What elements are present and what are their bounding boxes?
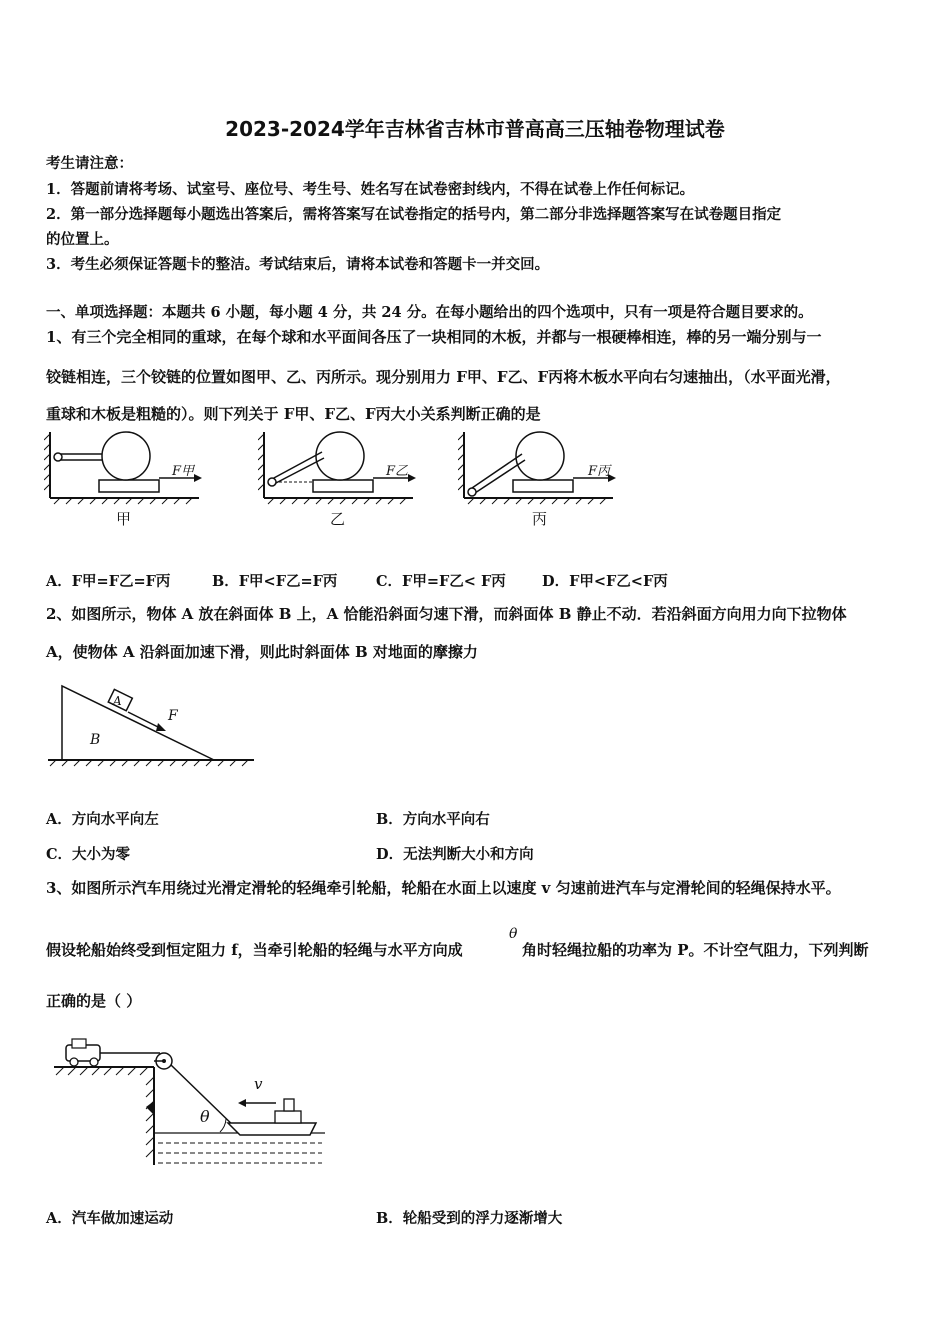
q1-force-label-yi: F乙 xyxy=(386,464,409,479)
notice-item-1: 1．答题前请将考场、试室号、座位号、考生号、姓名写在试卷密封线内，不得在试卷上作任何标记。 xyxy=(46,181,695,198)
q2-block-label: A xyxy=(113,694,122,708)
notice-item-3: 3．考生必须保证答题卡的整洁。考试结束后，请将本试卷和答题卡一并交回。 xyxy=(46,256,550,273)
q1-fig-label-bing: 丙 xyxy=(532,510,548,528)
q2-figure-incline xyxy=(44,680,259,770)
q1-fig-label-yi: 乙 xyxy=(330,510,346,528)
q3-line-1: 3、如图所示汽车用绕过光滑定滑轮的轻绳牵引轮船，轮船在水面上以速度 v 匀速前进汽车与定滑轮间的轻绳保持水平。 xyxy=(46,879,841,897)
q1-force-label-jia: F甲 xyxy=(172,464,195,479)
notice-item-2: 2．第一部分选择题每小题选出答案后，需将答案写在试卷指定的括号内，第二部分非选择题答案写在试卷题目指定 xyxy=(46,206,782,223)
q3-theta-symbol: θ xyxy=(509,926,518,942)
q1-option-b[interactable]: B．F甲<F乙=F丙 xyxy=(212,573,338,590)
q1-option-a[interactable]: A．F甲=F乙=F丙 xyxy=(46,573,171,590)
q3-option-a[interactable]: A．汽车做加速运动 xyxy=(46,1210,174,1227)
notice-heading: 考生请注意： xyxy=(46,155,133,172)
q3-line-2b: 角时轻绳拉船的功率为 P。不计空气阻力，下列判断 xyxy=(522,941,869,959)
q1-line-1: 1、有三个完全相同的重球，在每个球和水平面间各压了一块相同的木板，并都与一根硬棒相连，棒的另一端分别与一 xyxy=(46,328,822,346)
q3-line-3: 正确的是（ ） xyxy=(46,992,142,1010)
q1-force-label-bing: F丙 xyxy=(588,464,611,479)
q2-option-b[interactable]: B．方向水平向右 xyxy=(376,811,490,828)
q2-line-1: 2、如图所示，物体 A 放在斜面体 B 上，A 恰能沿斜面匀速下滑，而斜面体 B 静止不动．若沿斜面方向用力向下拉物体 xyxy=(46,605,847,623)
q1-figure-yi xyxy=(258,430,418,530)
q1-figure-bing xyxy=(458,430,618,530)
q3-option-b[interactable]: B．轮船受到的浮力逐渐增大 xyxy=(376,1210,563,1227)
q1-option-d[interactable]: D．F甲<F乙<F丙 xyxy=(542,573,668,590)
notice-item-2-cont: 的位置上。 xyxy=(46,231,119,248)
q1-line-3: 重球和木板是粗糙的）。则下列关于 F甲、F乙、F丙大小关系判断正确的是 xyxy=(46,405,541,423)
q1-fig-label-jia: 甲 xyxy=(116,510,132,528)
q3-angle-label: θ xyxy=(200,1107,210,1126)
q3-velocity-label: v xyxy=(254,1075,263,1093)
q1-figure-jia xyxy=(44,430,204,530)
q2-option-c[interactable]: C．大小为零 xyxy=(46,846,131,863)
section-heading: 一、单项选择题：本题共 6 小题，每小题 4 分，共 24 分。在每小题给出的四个选项中，只有一项是符合题目要求的。 xyxy=(46,304,813,321)
q1-option-c[interactable]: C．F甲=F乙< F丙 xyxy=(376,573,506,590)
q2-force-label: F xyxy=(168,708,178,724)
q2-option-a[interactable]: A．方向水平向左 xyxy=(46,811,159,828)
q2-wedge-label: B xyxy=(90,732,101,748)
q1-line-2: 铰链相连，三个铰链的位置如图甲、乙、丙所示。现分别用力 F甲、F乙、F丙将木板水平向右匀速抽出，（水平面光滑， xyxy=(46,368,841,386)
q3-line-2a: 假设轮船始终受到恒定阻力 f，当牵引轮船的轻绳与水平方向成 xyxy=(46,941,463,959)
page-title: 2023-2024学年吉林省吉林市普高高三压轴卷物理试卷 xyxy=(225,117,725,141)
q3-figure-pulley xyxy=(50,1035,330,1175)
q2-option-d[interactable]: D．无法判断大小和方向 xyxy=(376,846,534,863)
q2-line-2: A，使物体 A 沿斜面加速下滑，则此时斜面体 B 对地面的摩擦力 xyxy=(46,643,478,661)
